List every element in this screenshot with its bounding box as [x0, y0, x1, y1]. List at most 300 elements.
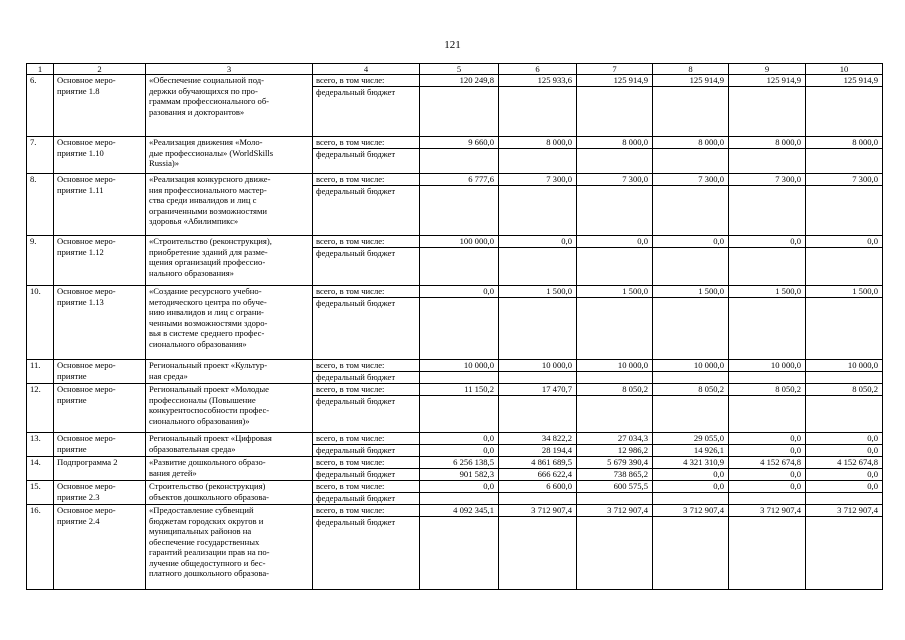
amount-value: 901 582,3	[420, 468, 498, 480]
measure-type-line: приятие 1.13	[57, 296, 104, 307]
amount-value: 100 000,0	[459, 236, 494, 246]
amount-cell	[420, 384, 499, 433]
amount-cell	[577, 433, 653, 457]
amount-value: 0,0	[713, 481, 724, 491]
measure-name-line: ограниченными возможностями	[149, 205, 268, 216]
measure-name-line: профессионалы (Повышение	[149, 394, 256, 405]
amount-cell	[806, 137, 883, 174]
column-header: 6	[499, 64, 577, 75]
amount-value: 8 000,0	[546, 137, 572, 147]
amount-value: 0,0	[806, 444, 882, 456]
amount-separator	[806, 492, 882, 504]
amount-value: 8 000,0	[698, 137, 724, 147]
table-row	[27, 236, 883, 286]
amount-cell	[729, 236, 806, 286]
amount-value: 0,0	[729, 468, 805, 480]
amount-separator	[653, 395, 728, 407]
amount-separator	[806, 247, 882, 259]
amount-value: 0,0	[483, 481, 494, 491]
funding-source: всего, в том числе:	[316, 236, 385, 246]
amount-cell	[577, 286, 653, 360]
amount-separator	[653, 148, 728, 160]
funding-source: всего, в том числе:	[316, 286, 385, 296]
amount-separator	[577, 371, 652, 383]
table-row	[27, 433, 883, 457]
amount-cell	[577, 360, 653, 384]
funding-sources	[313, 481, 420, 505]
measure-name	[146, 236, 313, 286]
amount-cell	[420, 236, 499, 286]
amount-cell	[653, 286, 729, 360]
amount-value: 600 575,5	[613, 481, 648, 491]
funding-sources	[313, 433, 420, 457]
measure-type-line: приятие	[57, 443, 87, 454]
measure-name-line: ния профессионального мастер-	[149, 184, 267, 195]
amount-cell	[806, 384, 883, 433]
amount-cell	[420, 481, 499, 505]
amount-separator	[499, 247, 576, 259]
amount-separator	[577, 516, 652, 528]
amount-cell	[499, 236, 577, 286]
measure-name-line: обеспечение государственных	[149, 536, 260, 547]
column-header: 7	[577, 64, 653, 75]
amount-cell	[806, 236, 883, 286]
amount-cell	[806, 286, 883, 360]
measure-type	[54, 384, 146, 433]
amount-value: 14 926,1	[653, 444, 728, 456]
amount-separator	[499, 148, 576, 160]
amount-cell	[806, 457, 883, 481]
table-row	[27, 137, 883, 174]
amount-value: 0,0	[867, 236, 878, 246]
funding-sources	[313, 236, 420, 286]
amount-value: 34 822,2	[541, 433, 572, 443]
measure-type	[54, 433, 146, 457]
amount-value: 11 150,2	[464, 384, 494, 394]
amount-value: 12 986,2	[577, 444, 652, 456]
measure-type-line: приятие 2.4	[57, 515, 100, 526]
amount-value: 7 300,0	[622, 174, 648, 184]
amount-value: 10 000,0	[693, 360, 724, 370]
funding-source: федеральный бюджет	[313, 444, 419, 456]
amount-cell	[577, 505, 653, 590]
funding-sources	[313, 75, 420, 137]
amount-value: 0,0	[790, 433, 801, 443]
amount-cell	[653, 137, 729, 174]
amount-value: 1 500,0	[622, 286, 648, 296]
amount-separator	[806, 297, 882, 309]
row-number: 12.	[27, 384, 54, 433]
funding-sources	[313, 505, 420, 590]
amount-separator	[806, 148, 882, 160]
measure-name-line: нального образования»	[149, 267, 234, 278]
amount-separator	[806, 185, 882, 197]
measure-name	[146, 384, 313, 433]
amount-value: 0,0	[790, 236, 801, 246]
amount-value: 0,0	[653, 468, 728, 480]
measure-type-line: Основное меро-	[57, 433, 116, 443]
funding-sources	[313, 286, 420, 360]
measure-name-line: бюджетам городских округов и	[149, 515, 264, 526]
row-number: 11.	[27, 360, 54, 384]
funding-source: всего, в том числе:	[316, 505, 385, 515]
measure-type-line: приятие 2.3	[57, 491, 100, 502]
amount-value: 0,0	[867, 433, 878, 443]
amount-separator	[499, 297, 576, 309]
measure-name-line: «Реализация движения «Моло-	[149, 137, 263, 147]
amount-cell	[653, 75, 729, 137]
amount-cell	[653, 384, 729, 433]
measure-name	[146, 360, 313, 384]
amount-separator	[577, 297, 652, 309]
measure-name-line: нию инвалидов и лиц с ограни-	[149, 307, 264, 317]
amount-separator	[420, 492, 498, 504]
funding-source: всего, в том числе:	[316, 457, 385, 467]
funding-sources	[313, 360, 420, 384]
amount-value: 0,0	[483, 433, 494, 443]
measure-type	[54, 236, 146, 286]
measure-type-line: приятие	[57, 370, 87, 381]
column-header: 8	[653, 64, 729, 75]
funding-source: всего, в том числе:	[316, 137, 385, 147]
measure-name-line: конкурентоспособности профес-	[149, 405, 270, 415]
amount-cell	[420, 75, 499, 137]
amount-value: 10 000,0	[847, 360, 878, 370]
amount-value: 7 300,0	[546, 174, 572, 184]
row-number: 9.	[27, 236, 54, 286]
amount-value: 10 000,0	[463, 360, 494, 370]
amount-value: 0,0	[867, 481, 878, 491]
measure-name-line: граммам профессионального об-	[149, 96, 270, 106]
table-body	[27, 64, 883, 590]
measure-type	[54, 174, 146, 236]
measure-name-line: Региональный проект «Цифровая	[149, 433, 272, 443]
funding-source: федеральный бюджет	[313, 371, 419, 383]
measure-type	[54, 481, 146, 505]
amount-cell	[499, 505, 577, 590]
measure-name-line: методического центра по обуче-	[149, 296, 267, 307]
funding-source: федеральный бюджет	[313, 297, 419, 309]
amount-value: 0,0	[729, 444, 805, 456]
measure-name-line: держки обучающихся по про-	[149, 85, 258, 96]
row-number: 7.	[27, 137, 54, 174]
amount-separator	[653, 86, 728, 98]
amount-separator	[653, 185, 728, 197]
amount-separator	[577, 247, 652, 259]
measure-type-line: приятие	[57, 394, 87, 405]
amount-value: 4 321 310,9	[683, 457, 724, 467]
measure-name-line: «Предоставление субвенций	[149, 505, 254, 515]
amount-separator	[653, 516, 728, 528]
column-header: 4	[313, 64, 420, 75]
amount-separator	[420, 148, 498, 160]
measure-type	[54, 137, 146, 174]
table-row	[27, 457, 883, 481]
amount-value: 8 050,2	[698, 384, 724, 394]
funding-source: всего, в том числе:	[316, 174, 385, 184]
funding-source: федеральный бюджет	[313, 468, 419, 480]
amount-separator	[729, 185, 805, 197]
amount-separator	[729, 86, 805, 98]
amount-cell	[729, 457, 806, 481]
amount-separator	[499, 516, 576, 528]
amount-separator	[729, 297, 805, 309]
amount-separator	[420, 297, 498, 309]
measure-name-line: Russia)»	[149, 158, 180, 168]
measure-name-line: приобретение зданий для разме-	[149, 246, 268, 257]
column-header: 10	[806, 64, 883, 75]
amount-separator	[653, 297, 728, 309]
amount-cell	[806, 481, 883, 505]
measure-name-line: гарантий реализации прав на по-	[149, 547, 270, 557]
column-header: 1	[27, 64, 54, 75]
amount-separator	[577, 395, 652, 407]
measure-type-line: Основное меро-	[57, 75, 116, 85]
amount-cell	[806, 174, 883, 236]
page-number: 121	[444, 39, 461, 51]
amount-cell	[653, 236, 729, 286]
measure-name-line: лучение общедоступного и бес-	[149, 557, 266, 568]
funding-sources	[313, 174, 420, 236]
measure-type	[54, 505, 146, 590]
amount-value: 8 000,0	[775, 137, 801, 147]
amount-separator	[420, 395, 498, 407]
amount-cell	[577, 75, 653, 137]
amount-cell	[499, 360, 577, 384]
table-row	[27, 481, 883, 505]
amount-separator	[806, 395, 882, 407]
amount-cell	[653, 505, 729, 590]
amount-separator	[806, 86, 882, 98]
measure-name	[146, 505, 313, 590]
funding-source: федеральный бюджет	[313, 492, 419, 504]
amount-value: 125 933,6	[537, 75, 572, 85]
measure-name-line: сионального образования)»	[149, 415, 250, 426]
amount-cell	[729, 286, 806, 360]
table-row	[27, 384, 883, 433]
amount-value: 1 500,0	[698, 286, 724, 296]
funding-source: федеральный бюджет	[313, 185, 419, 197]
measure-name-line: муниципальных районов на	[149, 526, 252, 536]
amount-value: 120 249,8	[459, 75, 494, 85]
amount-value: 125 914,9	[613, 75, 648, 85]
amount-cell	[653, 457, 729, 481]
amount-value: 27 034,3	[617, 433, 648, 443]
table-row	[27, 75, 883, 137]
amount-separator	[577, 492, 652, 504]
row-number: 15.	[27, 481, 54, 505]
measure-name-line: Строительство (реконструкция)	[149, 481, 266, 491]
amount-value: 1 500,0	[852, 286, 878, 296]
amount-value: 6 256 138,5	[453, 457, 494, 467]
row-number: 16.	[27, 505, 54, 590]
amount-cell	[806, 360, 883, 384]
measure-name	[146, 433, 313, 457]
table-row	[27, 286, 883, 360]
table-row	[27, 360, 883, 384]
amount-cell	[729, 360, 806, 384]
measure-name	[146, 137, 313, 174]
amount-value: 28 194,4	[499, 444, 576, 456]
amount-separator	[420, 516, 498, 528]
amount-value: 7 300,0	[775, 174, 801, 184]
funding-sources	[313, 384, 420, 433]
column-header: 3	[146, 64, 313, 75]
amount-separator	[577, 185, 652, 197]
amount-cell	[806, 75, 883, 137]
amount-value: 5 679 390,4	[607, 457, 648, 467]
budget-table	[26, 63, 883, 590]
amount-cell	[499, 75, 577, 137]
measure-name-line: «Обеспечение социальной под-	[149, 75, 265, 85]
amount-value: 3 712 907,4	[683, 505, 724, 515]
measure-type	[54, 75, 146, 137]
row-number: 14.	[27, 457, 54, 481]
amount-separator	[499, 185, 576, 197]
funding-source: федеральный бюджет	[313, 516, 419, 528]
measure-name	[146, 481, 313, 505]
amount-value: 9 660,0	[468, 137, 494, 147]
amount-separator	[499, 492, 576, 504]
amount-value: 10 000,0	[541, 360, 572, 370]
measure-type-line: приятие 1.10	[57, 147, 104, 158]
amount-cell	[806, 505, 883, 590]
amount-cell	[420, 286, 499, 360]
measure-type	[54, 457, 146, 481]
table-row	[27, 174, 883, 236]
measure-name-line: «Развитие дошкольного образо-	[149, 457, 266, 467]
measure-type	[54, 286, 146, 360]
measure-name	[146, 174, 313, 236]
amount-separator	[420, 86, 498, 98]
measure-name-line: дые профессионалы» (WorldSkills	[149, 147, 274, 158]
amount-separator	[653, 371, 728, 383]
amount-cell	[806, 433, 883, 457]
measure-name	[146, 75, 313, 137]
amount-value: 1 500,0	[546, 286, 572, 296]
amount-value: 125 914,9	[689, 75, 724, 85]
measure-name-line: объектов дошкольного образова-	[149, 491, 270, 502]
measure-name-line: Региональный проект «Культур-	[149, 360, 268, 370]
table-row	[27, 505, 883, 590]
amount-separator	[577, 86, 652, 98]
column-header: 9	[729, 64, 806, 75]
amount-cell	[729, 481, 806, 505]
measure-type-line: приятие 1.12	[57, 246, 104, 257]
amount-value: 666 622,4	[499, 468, 576, 480]
amount-value: 8 050,2	[775, 384, 801, 394]
amount-cell	[729, 433, 806, 457]
funding-source: всего, в том числе:	[316, 481, 385, 491]
amount-value: 3 712 907,4	[531, 505, 572, 515]
measure-type-line: Основное меро-	[57, 236, 116, 246]
amount-separator	[499, 395, 576, 407]
amount-value: 1 500,0	[775, 286, 801, 296]
amount-separator	[729, 492, 805, 504]
measure-name-line: платного дошкольного образова-	[149, 568, 269, 578]
amount-cell	[729, 384, 806, 433]
measure-name-line: «Строительство (реконструкция),	[149, 236, 272, 246]
measure-name-line: образовательная среда»	[149, 443, 236, 454]
row-number: 8.	[27, 174, 54, 236]
amount-separator	[420, 185, 498, 197]
column-header: 2	[54, 64, 146, 75]
measure-type-line: приятие 1.8	[57, 85, 100, 96]
measure-type-line: Основное меро-	[57, 505, 116, 515]
amount-separator	[806, 516, 882, 528]
amount-value: 10 000,0	[770, 360, 801, 370]
measure-type-line: Основное меро-	[57, 384, 116, 394]
amount-value: 125 914,9	[843, 75, 878, 85]
amount-cell	[420, 505, 499, 590]
amount-value: 4 152 674,8	[837, 457, 878, 467]
amount-value: 0,0	[420, 444, 498, 456]
funding-sources	[313, 137, 420, 174]
amount-value: 4 152 674,8	[760, 457, 801, 467]
funding-source: федеральный бюджет	[313, 247, 419, 259]
amount-cell	[577, 457, 653, 481]
amount-separator	[806, 371, 882, 383]
measure-name-line: ченными возможностями здоро-	[149, 317, 268, 328]
amount-cell	[499, 384, 577, 433]
row-number: 13.	[27, 433, 54, 457]
amount-cell	[420, 137, 499, 174]
amount-value: 17 470,7	[541, 384, 572, 394]
amount-cell	[499, 286, 577, 360]
row-number: 10.	[27, 286, 54, 360]
measure-name-line: вания детей»	[149, 467, 197, 478]
amount-separator	[729, 247, 805, 259]
amount-value: 29 055,0	[693, 433, 724, 443]
funding-source: федеральный бюджет	[313, 148, 419, 160]
amount-cell	[420, 174, 499, 236]
measure-name-line: вья в системе среднего профес-	[149, 328, 265, 338]
column-header-row	[27, 64, 883, 75]
amount-value: 0,0	[561, 236, 572, 246]
measure-name-line: здоровья «Абилимпикс»	[149, 216, 239, 226]
funding-sources	[313, 457, 420, 481]
amount-separator	[499, 86, 576, 98]
amount-cell	[420, 360, 499, 384]
measure-type-line: Основное меро-	[57, 137, 116, 147]
measure-name-line: разования и докторантов»	[149, 106, 245, 117]
amount-value: 6 600,0	[546, 481, 572, 491]
amount-separator	[499, 371, 576, 383]
amount-cell	[499, 457, 577, 481]
measure-type	[54, 360, 146, 384]
amount-cell	[653, 360, 729, 384]
amount-cell	[577, 174, 653, 236]
row-number: 6.	[27, 75, 54, 137]
column-header: 5	[420, 64, 499, 75]
amount-value: 3 712 907,4	[607, 505, 648, 515]
measure-type-line: Основное меро-	[57, 360, 116, 370]
amount-value: 8 050,2	[622, 384, 648, 394]
amount-cell	[653, 433, 729, 457]
amount-cell	[577, 384, 653, 433]
amount-cell	[577, 481, 653, 505]
amount-separator	[729, 395, 805, 407]
amount-value: 0,0	[790, 481, 801, 491]
amount-separator	[653, 492, 728, 504]
funding-source: федеральный бюджет	[313, 395, 419, 407]
amount-cell	[577, 137, 653, 174]
measure-name-line: Региональный проект «Молодые	[149, 384, 270, 394]
amount-cell	[499, 137, 577, 174]
funding-source: всего, в том числе:	[316, 433, 385, 443]
amount-value: 125 914,9	[766, 75, 801, 85]
amount-cell	[499, 481, 577, 505]
